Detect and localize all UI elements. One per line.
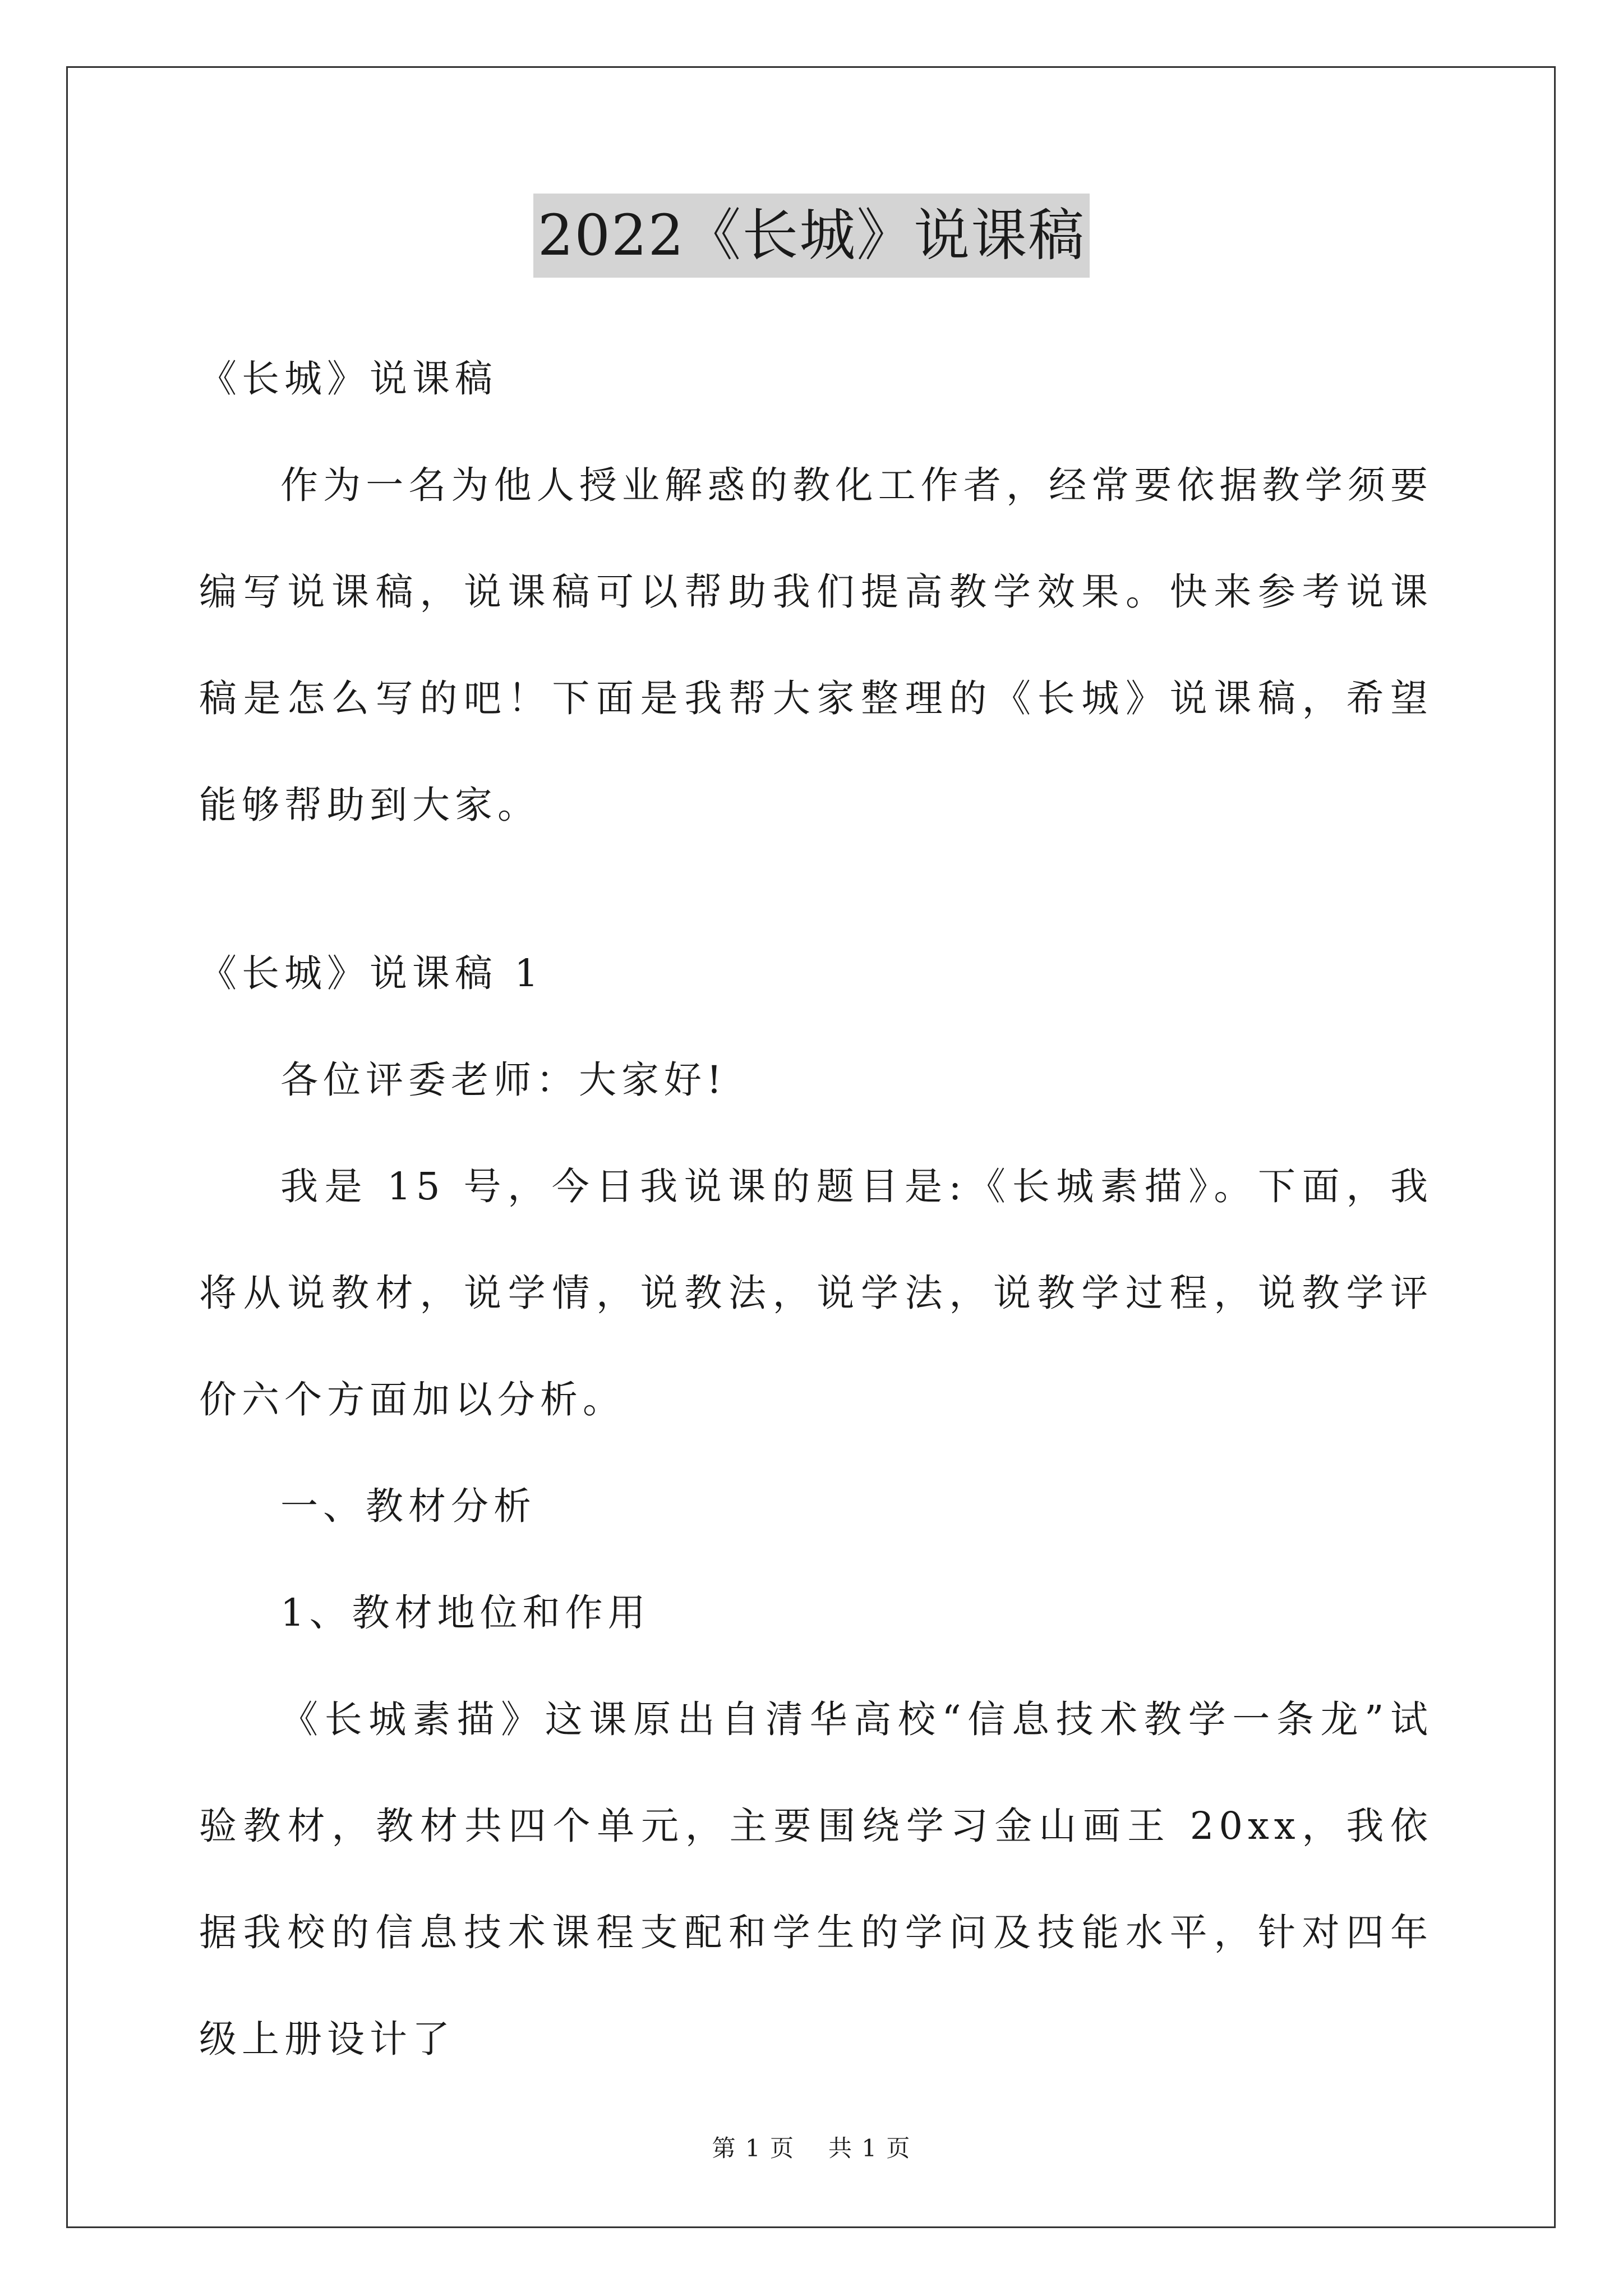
topic-paragraph: 我是 15 号，今日我说课的题目是:《长城素描》。下面，我将从说教材，说学情，说教法，说学法，说教学过程，说教学评价六个方面加以分析。 <box>199 1165 1433 1421</box>
page-number: 第 1 页 <box>712 2134 795 2162</box>
page-total: 共 1 页 <box>828 2134 911 2162</box>
subtitle: 《长城》说课稿 <box>199 357 497 401</box>
document-body <box>199 325 1433 2092</box>
textbook-paragraph: 《长城素描》这课原出自清华高校“信息技术教学一条龙”试验教材，教材共四个单元，主要围绕学习金山画王 20xx，我依据我校的信息技术课程支配和学生的学问及技能水平，针对四年级上册设计了 <box>199 1697 1433 2061</box>
greeting-paragraph: 各位评委老师：大家好! <box>280 1058 727 1102</box>
title-container <box>0 194 1623 278</box>
page-footer <box>0 2132 1623 2165</box>
section-1-heading: 一、教材分析 <box>280 1484 536 1528</box>
intro-paragraph: 作为一名为他人授业解惑的教化工作者，经常要依据教学须要编写说课稿，说课稿可以帮助我们提高教学效果。快来参考说课稿是怎么写的吧！下面是我帮大家整理的《长城》说课稿，希望能够帮助到大家。 <box>199 463 1433 827</box>
subsection-1-heading: 1、教材地位和作用 <box>280 1591 651 1635</box>
document-title: 2022《长城》说课稿 <box>533 194 1090 278</box>
section-heading: 《长城》说课稿 1 <box>199 951 543 995</box>
